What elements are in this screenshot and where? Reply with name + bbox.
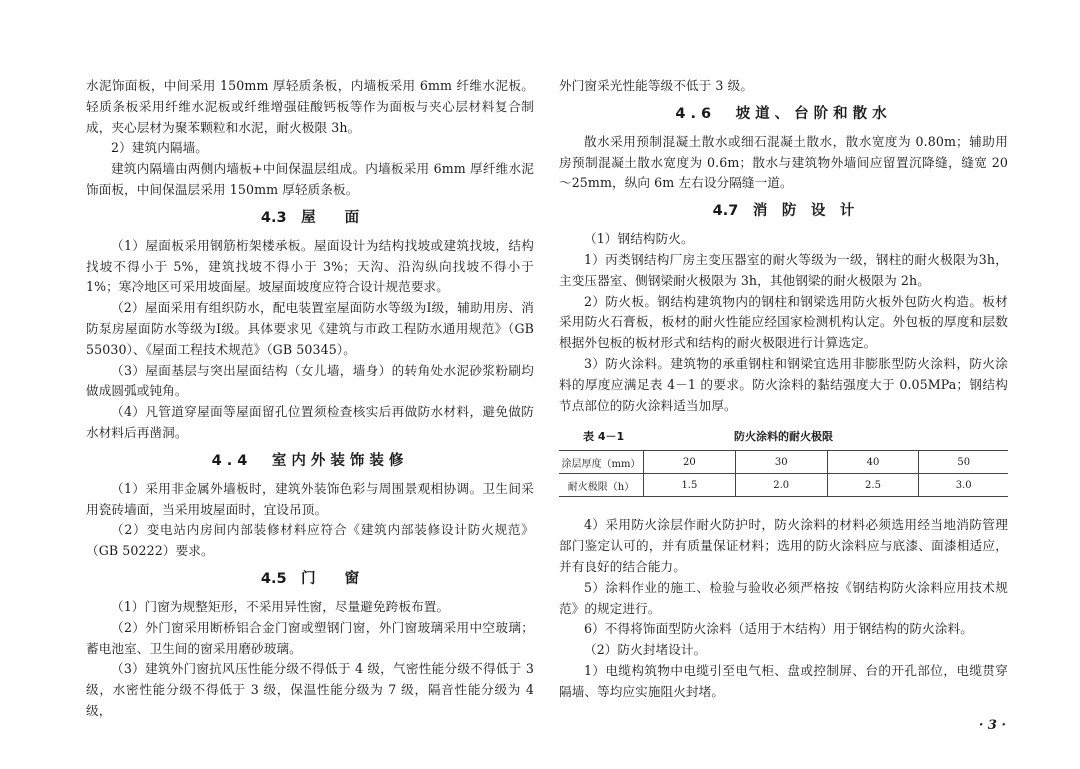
table-cell: 3.0 bbox=[919, 474, 1008, 497]
paragraph: （1）门窗为规整矩形，不采用异性窗，尽量避免跨板布置。 bbox=[111, 598, 450, 614]
section-heading-4-5: 4.5 门 窗 bbox=[260, 570, 360, 587]
table-header-cell: 涂层厚度（mm） bbox=[559, 451, 644, 474]
paragraph: 建筑内隔墙由两侧内墙板+中间保温层组成。内墙板采用 6mm 厚纤维水泥饰面板，中间保温层采用 150mm 厚轻质条板。 bbox=[86, 161, 534, 197]
paragraph: 5）涂料作业的施工、检验与验收必须严格按《钢结构防火涂料应用技术规范》的规定进行。 bbox=[559, 579, 1008, 616]
paragraph: （4）凡管道穿屋面等屋面留孔位置须检查核实后再做防水材料，避免做防水材料后再凿洞。 bbox=[86, 404, 534, 440]
paragraph: （2）变电站内房间内部装修材料应符合《建筑内部装修设计防火规范》（GB 50222）要求。 bbox=[86, 522, 534, 559]
table-row bbox=[559, 451, 1008, 474]
table-cell: 1.5 bbox=[644, 474, 736, 497]
paragraph: （3）建筑外门窗抗风压性能分级不得低于 4 级，气密性能分级不得低于 3 级，水密性能分级不得低于 3 级，保温性能分级为 7 级，隔音性能分级为 4 级， bbox=[86, 661, 534, 718]
table-number: 表 4－1 bbox=[583, 430, 625, 444]
right-column bbox=[559, 76, 1008, 703]
table-cell: 2.0 bbox=[735, 474, 827, 497]
table-caption bbox=[559, 428, 1008, 446]
page-number: · 3 · bbox=[978, 718, 1006, 733]
paragraph: 1）丙类钢结构厂房主变压器室的耐火等级为一级，钢柱的耐火极限为3h，主变压器室、侧钢梁耐火极限为 3h，其他钢梁的耐火极限为 2h。 bbox=[559, 251, 1008, 288]
table-title: 防火涂料的耐火极限 bbox=[734, 430, 833, 444]
paragraph: （2）防火封堵设计。 bbox=[584, 642, 707, 658]
paragraph: （2）屋面采用有组织防水，配电装置室屋面防水等级为Ⅰ级，辅助用房、消防泵房屋面防水等级为Ⅰ级。具体要求见《建筑与市政工程防水通用规范》（GB 55030）、《屋面工程技术规范》（GB 50345）。 bbox=[86, 300, 534, 357]
section-heading-4-7: 4.7 消 防 设 计 bbox=[712, 203, 855, 220]
left-column bbox=[86, 76, 534, 722]
paragraph: 6）不得将饰面型防火涂料（适用于木结构）用于钢结构的防火涂料。 bbox=[584, 621, 973, 637]
table-header-cell: 耐火极限（h） bbox=[559, 474, 644, 497]
paragraph: 4）采用防火涂层作耐火防护时，防火涂料的材料必须选用经当地消防管理部门鉴定认可的，并有质量保证材料；选用的防火涂料应与底漆、面漆相适应，并有良好的结合能力。 bbox=[559, 517, 1008, 574]
section-heading-4-3: 4.3 屋 面 bbox=[260, 209, 360, 226]
section-heading-4-4: 4.4 室内外装饰装修 bbox=[211, 452, 409, 469]
table-row bbox=[559, 474, 1008, 497]
table-cell: 30 bbox=[735, 451, 827, 474]
paragraph: 2）防火板。钢结构建筑物内的钢柱和钢梁选用防火板外包防火构造。板材采用防火石膏板，板材的耐火性能应经国家检测机构认定。外包板的厚度和层数根据外包板的板材形式和结构的耐火极限进行计算选定。 bbox=[559, 293, 1008, 351]
table-cell: 50 bbox=[919, 451, 1008, 474]
paragraph: 3）防火涂料。建筑物的承重钢柱和钢梁宜选用非膨胀型防火涂料，防火涂料的厚度应满足表 4－1 的要求。防火涂料的黏结强度大于 0.05MPa；钢结构节点部位的防火涂料适当加厚。 bbox=[559, 355, 1008, 413]
paragraph: （1）屋面板采用钢筋桁架楼承板。屋面设计为结构找坡或建筑找坡，结构找坡不得小于 5%，建筑找坡不得小于 3%；天沟、沿沟纵向找坡不得小于 1%；寒冷地区可采用坡面屋。坡屋面坡度应符合设计规范要求。 bbox=[86, 237, 534, 295]
paragraph: （1）采用非金属外墙板时，建筑外装饰色彩与周围景观相协调。卫生间采用瓷砖墙面，当采用坡屋面时，宜设吊顶。 bbox=[86, 480, 534, 517]
table-cell: 2.5 bbox=[827, 474, 919, 497]
paragraph: 1）电缆构筑物中电缆引至电气柜、盘或控制屏、台的开孔部位，电缆贯穿隔墙、等均应实施阻火封堵。 bbox=[559, 662, 1008, 699]
paragraph: 散水采用预制混凝土散水或细石混凝土散水，散水宽度为 0.80m；辅助用房预制混凝土散水宽度为 0.6m；散水与建筑物外墙间应留置沉降缝，缝宽 20～25mm，纵向 6m 左右设分隔缝一道。 bbox=[559, 133, 1008, 191]
fire-coating-table bbox=[559, 450, 1008, 497]
table-cell: 40 bbox=[827, 451, 919, 474]
table-cell: 20 bbox=[644, 451, 736, 474]
section-heading-4-6: 4.6 坡道、台阶和散水 bbox=[675, 105, 892, 122]
paragraph: （3）屋面基层与突出屋面结构（女儿墙，墙身）的转角处水泥砂浆粉刷均做成圆弧或钝角。 bbox=[86, 362, 534, 399]
paragraph: 外门窗采光性能等级不低于 3 级。 bbox=[559, 78, 754, 93]
paragraph: （2）外门窗采用断桥铝合金门窗或塑钢门窗，外门窗玻璃采用中空玻璃；蓄电池室、卫生间的窗采用磨砂玻璃。 bbox=[86, 619, 534, 656]
paragraph: 2）建筑内隔墙。 bbox=[111, 140, 208, 156]
paragraph: （1）钢结构防火。 bbox=[584, 231, 694, 247]
paragraph: 水泥饰面板，中间采用 150mm 厚轻质条板，内墙板采用 6mm 纤维水泥板。轻质条板采用纤维水泥板或纤维增强硅酸钙板等作为面板与夹心层材料复合制成，夹心层材为聚苯颗粒和水泥，耐火极限 3h。 bbox=[86, 78, 534, 135]
